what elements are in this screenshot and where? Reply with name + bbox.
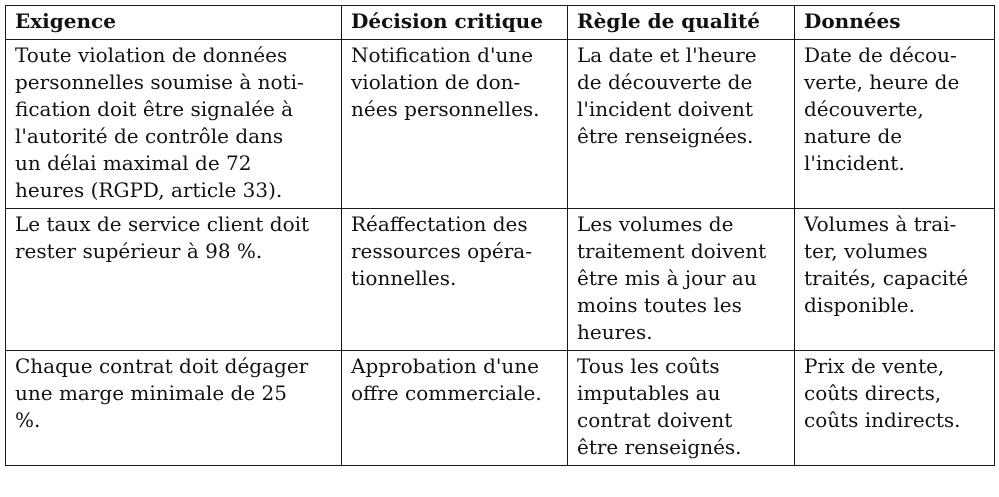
cell-text-line: coûts directs,	[804, 381, 942, 405]
table-row	[6, 209, 995, 351]
cell-text-line: Chaque contrat doit dégager	[15, 354, 309, 378]
cell-decision	[342, 209, 568, 351]
cell-text-line: La date et l'heure	[577, 43, 757, 67]
table-row	[6, 351, 995, 466]
cell-text-line: traités, capacité	[804, 266, 969, 290]
cell-text-line: heures.	[577, 320, 653, 344]
cell-text-line: Prix de vente,	[804, 354, 945, 378]
cell-text-line: verte, heure de	[804, 70, 960, 94]
cell-text-line: violation de don-	[351, 70, 521, 94]
cell-text-line: fication doit être signalée à	[15, 97, 294, 121]
cell-text-line: de découverte de	[577, 70, 753, 94]
cell-text-line: l'autorité de contrôle dans	[15, 124, 284, 148]
cell-text-line: nées personnelles.	[351, 97, 540, 121]
cell-regle	[568, 351, 795, 466]
cell-decision	[342, 351, 568, 466]
cell-text-line: Tous les coûts	[577, 354, 720, 378]
cell-text-line: moins toutes les	[577, 293, 742, 317]
cell-text-line: l'incident doivent	[577, 97, 753, 121]
table-row	[6, 40, 995, 209]
cell-text-line: être renseignés.	[577, 435, 742, 459]
cell-exigence	[6, 209, 342, 351]
cell-text-line: Réaffectation des	[351, 212, 528, 236]
cell-text-line: être mis à jour au	[577, 266, 757, 290]
header-decision-critique: Décision critique	[342, 6, 568, 40]
cell-text-line: %.	[15, 408, 41, 432]
cell-text-line: découverte,	[804, 97, 924, 121]
cell-exigence	[6, 351, 342, 466]
table-header-row	[6, 6, 995, 40]
cell-regle	[568, 40, 795, 209]
requirements-table	[5, 5, 995, 466]
cell-text-line: être renseignées.	[577, 124, 754, 148]
cell-exigence	[6, 40, 342, 209]
cell-text-line: Approbation d'une	[351, 354, 539, 378]
cell-text-line: Date de décou-	[804, 43, 957, 67]
cell-regle	[568, 209, 795, 351]
header-donnees: Données	[795, 6, 995, 40]
header-exigence: Exigence	[6, 6, 342, 40]
cell-donnees	[795, 40, 995, 209]
cell-text-line: imputables au	[577, 381, 721, 405]
cell-text-line: Le taux de service client doit	[15, 212, 310, 236]
cell-text-line: Les volumes de	[577, 212, 734, 236]
header-regle-de-qualite: Règle de qualité	[568, 6, 795, 40]
cell-donnees	[795, 351, 995, 466]
cell-text-line: l'incident.	[804, 151, 905, 175]
cell-text-line: coûts indirects.	[804, 408, 961, 432]
cell-text-line: heures (RGPD, article 33).	[15, 178, 283, 202]
cell-decision	[342, 40, 568, 209]
cell-text-line: ressources opéra-	[351, 239, 532, 263]
cell-text-line: Volumes à trai-	[804, 212, 957, 236]
cell-text-line: personnelles soumise à noti-	[15, 70, 304, 94]
cell-text-line: un délai maximal de 72	[15, 151, 252, 175]
cell-text-line: disponible.	[804, 293, 915, 317]
cell-text-line: une marge minimale de 25	[15, 381, 287, 405]
cell-text-line: tionnelles.	[351, 266, 457, 290]
cell-donnees	[795, 209, 995, 351]
cell-text-line: traitement doivent	[577, 239, 767, 263]
cell-text-line: Notification d'une	[351, 43, 534, 67]
cell-text-line: contrat doivent	[577, 408, 733, 432]
cell-text-line: rester supérieur à 98 %.	[15, 239, 263, 263]
cell-text-line: ter, volumes	[804, 239, 928, 263]
cell-text-line: nature de	[804, 124, 903, 148]
cell-text-line: offre commerciale.	[351, 381, 542, 405]
cell-text-line: Toute violation de données	[15, 43, 288, 67]
